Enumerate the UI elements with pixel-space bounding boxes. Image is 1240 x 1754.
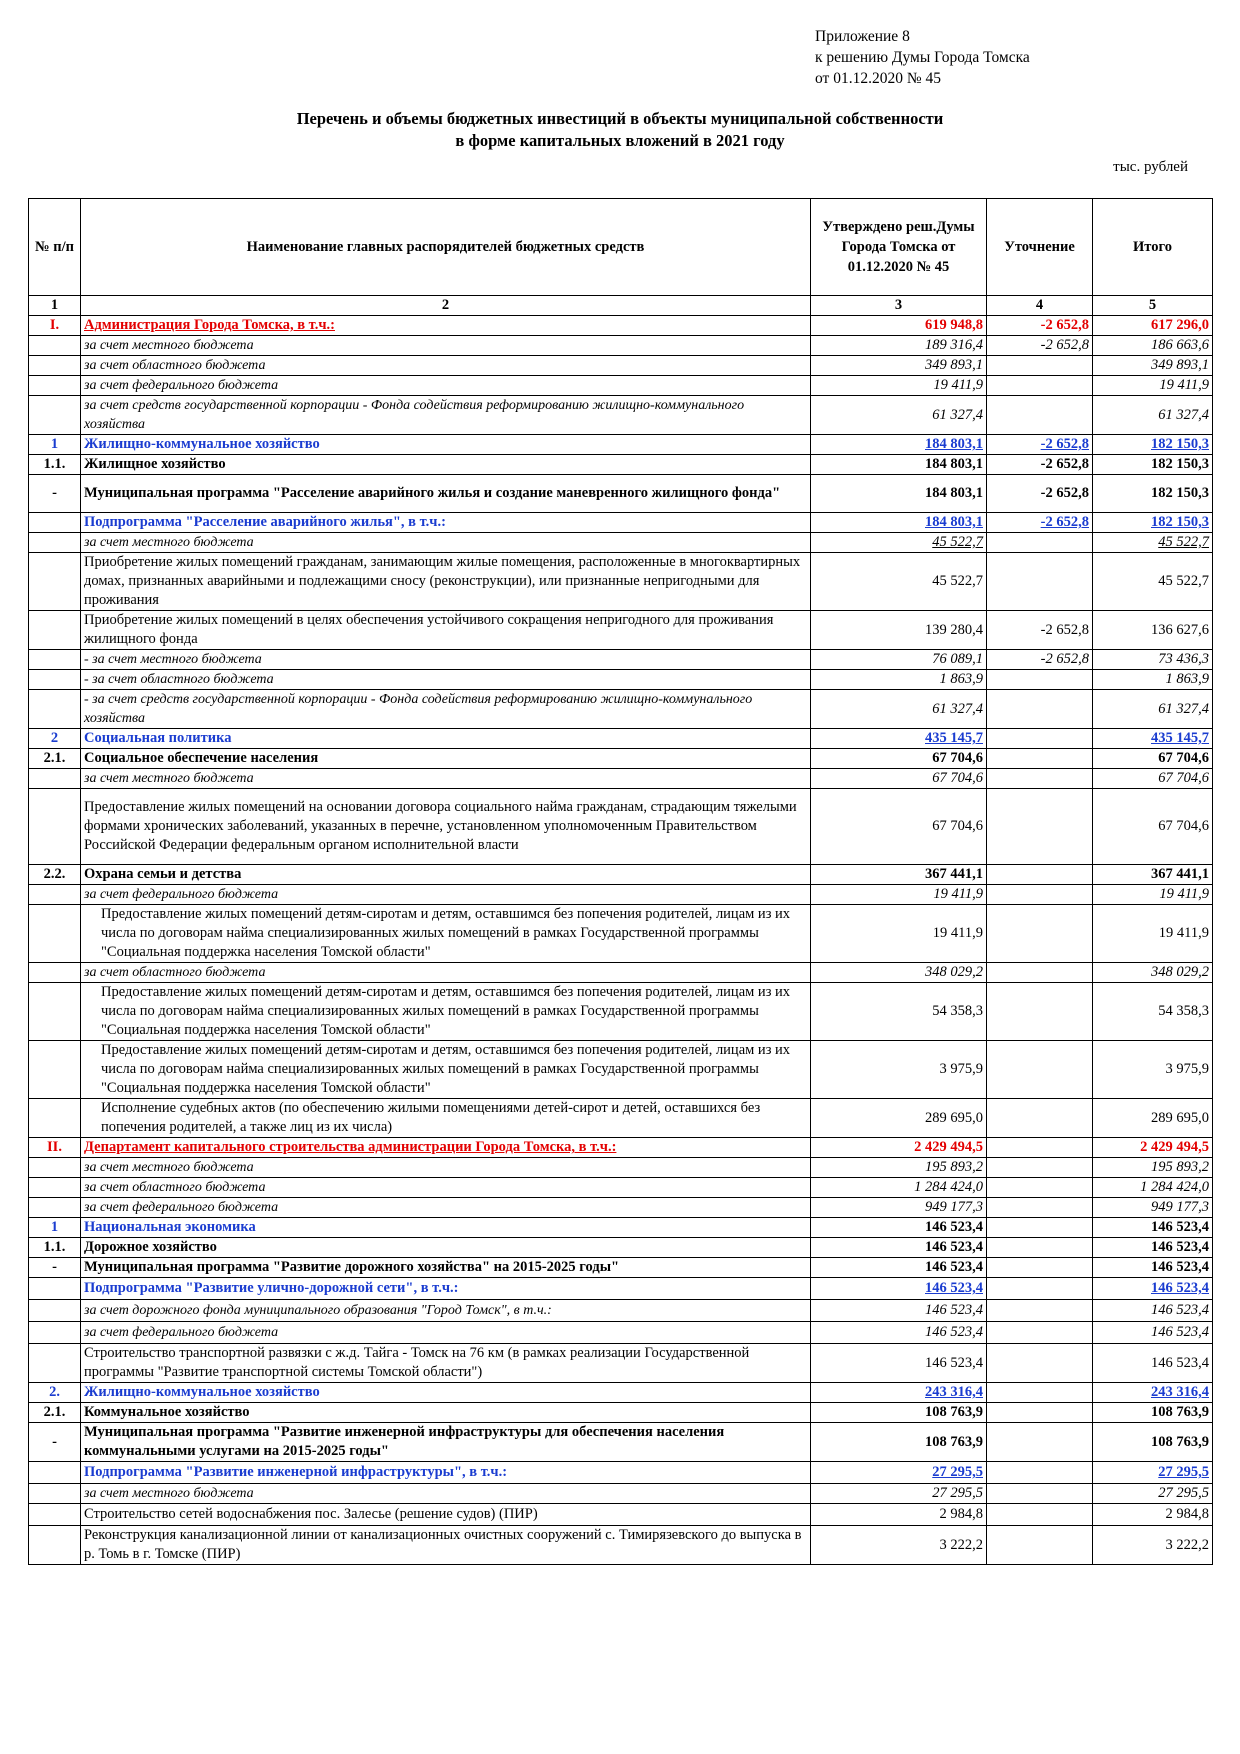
row-number	[29, 1484, 81, 1504]
table-row	[29, 376, 1213, 396]
row-name: Муниципальная программа "Развитие дорожного хозяйства" на 2015-2025 годы"	[81, 1258, 811, 1278]
table-row	[29, 1258, 1213, 1278]
row-approved-value: 108 763,9	[811, 1423, 987, 1462]
row-name: за счет дорожного фонда муниципального образования "Город Томск", в т.ч.:	[81, 1300, 811, 1322]
row-change-value	[987, 690, 1093, 729]
row-total-value: 289 695,0	[1093, 1099, 1213, 1138]
table-row	[29, 1178, 1213, 1198]
row-name: за счет местного бюджета	[81, 336, 811, 356]
row-total-value: 2 984,8	[1093, 1504, 1213, 1526]
row-name: за счет местного бюджета	[81, 533, 811, 553]
row-total-value: 3 975,9	[1093, 1041, 1213, 1099]
row-total-value: 195 893,2	[1093, 1158, 1213, 1178]
row-change-value: -2 652,8	[987, 513, 1093, 533]
row-number	[29, 1504, 81, 1526]
row-total-value: 54 358,3	[1093, 983, 1213, 1041]
row-approved-value: 27 295,5	[811, 1484, 987, 1504]
row-number: -	[29, 1258, 81, 1278]
table-header-row	[29, 199, 1213, 296]
row-approved-value: 146 523,4	[811, 1278, 987, 1300]
row-number	[29, 963, 81, 983]
column-number: 1	[29, 296, 81, 316]
table-row	[29, 789, 1213, 865]
column-number: 4	[987, 296, 1093, 316]
row-name: Приобретение жилых помещений гражданам, занимающим жилые помещения, расположенные в многоквартирных домах, признанных аварийными и подлежащими сносу (реконструкции), или признанные непригодными для проживания	[81, 553, 811, 611]
row-change-value: -2 652,8	[987, 316, 1093, 336]
row-name: Жилищное хозяйство	[81, 455, 811, 475]
table-row	[29, 1344, 1213, 1383]
row-approved-value: 289 695,0	[811, 1099, 987, 1138]
row-number	[29, 1462, 81, 1484]
row-name: - за счет средств государственной корпорации - Фонда содействия реформированию жилищно-коммунального хозяйства	[81, 690, 811, 729]
row-change-value	[987, 1322, 1093, 1344]
table-row	[29, 1278, 1213, 1300]
row-change-value	[987, 749, 1093, 769]
row-name: Национальная экономика	[81, 1218, 811, 1238]
row-approved-value: 2 429 494,5	[811, 1138, 987, 1158]
row-change-value	[987, 376, 1093, 396]
table-row	[29, 336, 1213, 356]
appendix-line-3: от 01.12.2020 № 45	[815, 70, 941, 87]
row-name: Подпрограмма "Развитие инженерной инфраструктуры", в т.ч.:	[81, 1462, 811, 1484]
row-name: за счет областного бюджета	[81, 356, 811, 376]
row-total-value: 1 284 424,0	[1093, 1178, 1213, 1198]
row-change-value	[987, 865, 1093, 885]
row-approved-value: 243 316,4	[811, 1383, 987, 1403]
row-total-value: 146 523,4	[1093, 1278, 1213, 1300]
row-total-value: 67 704,6	[1093, 789, 1213, 865]
appendix-note	[815, 26, 1030, 89]
row-name: Предоставление жилых помещений детям-сиротам и детям, оставшимся без попечения родителей, лицам из их числа по договорам найма специализированных жилых помещений в рамках Государственной программы "Социальная поддержка населения Томской области"	[81, 1041, 811, 1099]
row-name: за счет областного бюджета	[81, 963, 811, 983]
row-total-value: 146 523,4	[1093, 1300, 1213, 1322]
row-total-value: 182 150,3	[1093, 513, 1213, 533]
row-change-value	[987, 1278, 1093, 1300]
row-total-value: 182 150,3	[1093, 435, 1213, 455]
document-title	[80, 108, 1160, 152]
row-number: 1.1.	[29, 455, 81, 475]
row-change-value: -2 652,8	[987, 475, 1093, 513]
row-number	[29, 983, 81, 1041]
table-row	[29, 1198, 1213, 1218]
row-approved-value: 146 523,4	[811, 1322, 987, 1344]
row-change-value	[987, 729, 1093, 749]
row-change-value	[987, 1383, 1093, 1403]
row-total-value: 1 863,9	[1093, 670, 1213, 690]
row-name: Жилищно-коммунальное хозяйство	[81, 435, 811, 455]
row-total-value: 146 523,4	[1093, 1322, 1213, 1344]
table-row	[29, 963, 1213, 983]
row-total-value: 146 523,4	[1093, 1218, 1213, 1238]
table-row	[29, 1383, 1213, 1403]
row-change-value	[987, 1138, 1093, 1158]
row-approved-value: 435 145,7	[811, 729, 987, 749]
row-name: Муниципальная программа "Развитие инженерной инфраструктуры для обеспечения населения коммунальными услугами на 2015-2025 годы"	[81, 1423, 811, 1462]
table-row	[29, 396, 1213, 435]
table-row	[29, 1484, 1213, 1504]
row-name: Строительство транспортной развязки с ж.д. Тайга - Томск на 76 км (в рамках реализации Государственной программы "Развитие транспортной системы Томской области")	[81, 1344, 811, 1383]
row-total-value: 2 429 494,5	[1093, 1138, 1213, 1158]
row-number	[29, 356, 81, 376]
row-name: Предоставление жилых помещений на основании договора социального найма гражданам, страдающим тяжелыми формами хронических заболеваний, указанных в перечне, установленном уполномоченным Правительством Российской Федерации федеральным органом исполнительной власти	[81, 789, 811, 865]
row-total-value: 61 327,4	[1093, 396, 1213, 435]
row-approved-value: 61 327,4	[811, 396, 987, 435]
row-total-value: 27 295,5	[1093, 1462, 1213, 1484]
row-change-value	[987, 1218, 1093, 1238]
row-name: Приобретение жилых помещений в целях обеспечения устойчивого сокращения непригодного для проживания жилищного фонда	[81, 611, 811, 650]
column-number: 2	[81, 296, 811, 316]
row-name: Охрана семьи и детства	[81, 865, 811, 885]
row-total-value: 182 150,3	[1093, 475, 1213, 513]
row-change-value	[987, 670, 1093, 690]
row-total-value: 367 441,1	[1093, 865, 1213, 885]
column-number: 3	[811, 296, 987, 316]
row-approved-value: 139 280,4	[811, 611, 987, 650]
row-change-value	[987, 1423, 1093, 1462]
row-total-value: 19 411,9	[1093, 885, 1213, 905]
appendix-line-1: Приложение 8	[815, 28, 910, 45]
row-number	[29, 1158, 81, 1178]
table-row	[29, 650, 1213, 670]
row-name: за счет местного бюджета	[81, 769, 811, 789]
row-approved-value: 184 803,1	[811, 455, 987, 475]
row-total-value: 617 296,0	[1093, 316, 1213, 336]
row-approved-value: 45 522,7	[811, 533, 987, 553]
table-row	[29, 475, 1213, 513]
row-name: за счет федерального бюджета	[81, 376, 811, 396]
row-change-value	[987, 553, 1093, 611]
row-number	[29, 1041, 81, 1099]
row-approved-value: 146 523,4	[811, 1238, 987, 1258]
header-num: № п/п	[29, 199, 81, 296]
row-approved-value: 19 411,9	[811, 885, 987, 905]
row-total-value: 19 411,9	[1093, 905, 1213, 963]
row-change-value: -2 652,8	[987, 435, 1093, 455]
table-row	[29, 749, 1213, 769]
row-total-value: 45 522,7	[1093, 553, 1213, 611]
row-name: - за счет местного бюджета	[81, 650, 811, 670]
row-number	[29, 885, 81, 905]
row-change-value	[987, 1198, 1093, 1218]
column-number-row	[29, 296, 1213, 316]
table-row	[29, 1158, 1213, 1178]
row-number: 2	[29, 729, 81, 749]
row-total-value: 45 522,7	[1093, 533, 1213, 553]
row-total-value: 435 145,7	[1093, 729, 1213, 749]
table-row	[29, 356, 1213, 376]
row-approved-value: 1 284 424,0	[811, 1178, 987, 1198]
header-name: Наименование главных распорядителей бюджетных средств	[81, 199, 811, 296]
row-name: - за счет областного бюджета	[81, 670, 811, 690]
table-row	[29, 670, 1213, 690]
row-total-value: 108 763,9	[1093, 1423, 1213, 1462]
row-name: Администрация Города Томска, в т.ч.:	[81, 316, 811, 336]
table-row	[29, 769, 1213, 789]
row-number	[29, 533, 81, 553]
row-approved-value: 45 522,7	[811, 553, 987, 611]
row-name: Подпрограмма "Развитие улично-дорожной сети", в т.ч.:	[81, 1278, 811, 1300]
row-number	[29, 1278, 81, 1300]
row-approved-value: 184 803,1	[811, 435, 987, 455]
row-approved-value: 619 948,8	[811, 316, 987, 336]
row-number: -	[29, 475, 81, 513]
row-name: Жилищно-коммунальное хозяйство	[81, 1383, 811, 1403]
row-approved-value: 146 523,4	[811, 1300, 987, 1322]
table-row	[29, 865, 1213, 885]
row-number: II.	[29, 1138, 81, 1158]
units-label: тыс. рублей	[1113, 159, 1188, 175]
table-row	[29, 455, 1213, 475]
row-total-value: 182 150,3	[1093, 455, 1213, 475]
row-approved-value: 367 441,1	[811, 865, 987, 885]
row-number: 2.2.	[29, 865, 81, 885]
row-change-value	[987, 1238, 1093, 1258]
row-change-value	[987, 1258, 1093, 1278]
row-number: I.	[29, 316, 81, 336]
row-change-value	[987, 789, 1093, 865]
table-row	[29, 1504, 1213, 1526]
row-number	[29, 1099, 81, 1138]
row-total-value: 348 029,2	[1093, 963, 1213, 983]
row-name: Исполнение судебных актов (по обеспечению жилыми помещениями детей-сирот и детей, оставшихся без попечения родителей, а также лиц из их числа)	[81, 1099, 811, 1138]
row-number: 1.1.	[29, 1238, 81, 1258]
row-name: Коммунальное хозяйство	[81, 1403, 811, 1423]
row-change-value	[987, 885, 1093, 905]
row-change-value	[987, 356, 1093, 376]
row-name: Департамент капитального строительства администрации Города Томска, в т.ч.:	[81, 1138, 811, 1158]
row-number	[29, 670, 81, 690]
table-row	[29, 533, 1213, 553]
row-change-value: -2 652,8	[987, 455, 1093, 475]
row-name: за счет федерального бюджета	[81, 885, 811, 905]
row-number: 2.	[29, 1383, 81, 1403]
table-row	[29, 1138, 1213, 1158]
row-number: -	[29, 1423, 81, 1462]
row-name: Предоставление жилых помещений детям-сиротам и детям, оставшимся без попечения родителей, лицам из их числа по договорам найма специализированных жилых помещений в рамках Государственной программы "Социальная поддержка населения Томской области"	[81, 983, 811, 1041]
table-row	[29, 1462, 1213, 1484]
row-total-value: 349 893,1	[1093, 356, 1213, 376]
row-change-value: -2 652,8	[987, 336, 1093, 356]
row-number	[29, 690, 81, 729]
header-total: Итого	[1093, 199, 1213, 296]
budget-table	[28, 198, 1213, 1565]
table-row	[29, 1322, 1213, 1344]
row-total-value: 67 704,6	[1093, 769, 1213, 789]
table-row	[29, 316, 1213, 336]
row-name: за счет федерального бюджета	[81, 1322, 811, 1344]
row-total-value: 27 295,5	[1093, 1484, 1213, 1504]
row-number	[29, 1198, 81, 1218]
row-number	[29, 553, 81, 611]
row-total-value: 61 327,4	[1093, 690, 1213, 729]
row-approved-value: 2 984,8	[811, 1504, 987, 1526]
row-change-value	[987, 1403, 1093, 1423]
row-total-value: 949 177,3	[1093, 1198, 1213, 1218]
row-total-value: 19 411,9	[1093, 376, 1213, 396]
table-body	[29, 296, 1213, 1565]
row-approved-value: 27 295,5	[811, 1462, 987, 1484]
row-approved-value: 195 893,2	[811, 1158, 987, 1178]
row-approved-value: 67 704,6	[811, 769, 987, 789]
table-row	[29, 885, 1213, 905]
row-change-value	[987, 1178, 1093, 1198]
row-number	[29, 769, 81, 789]
row-number	[29, 789, 81, 865]
row-approved-value: 67 704,6	[811, 749, 987, 769]
row-number	[29, 1322, 81, 1344]
row-number	[29, 905, 81, 963]
table-row	[29, 690, 1213, 729]
row-name: Предоставление жилых помещений детям-сиротам и детям, оставшимся без попечения родителей, лицам из их числа по договорам найма специализированных жилых помещений в рамках Государственной программы "Социальная поддержка населения Томской области"	[81, 905, 811, 963]
row-name: за счет местного бюджета	[81, 1484, 811, 1504]
table-row	[29, 905, 1213, 963]
row-change-value	[987, 1041, 1093, 1099]
row-number	[29, 611, 81, 650]
row-approved-value: 19 411,9	[811, 376, 987, 396]
row-total-value: 67 704,6	[1093, 749, 1213, 769]
table-row	[29, 553, 1213, 611]
row-name: Строительство сетей водоснабжения пос. Залесье (решение судов) (ПИР)	[81, 1504, 811, 1526]
row-number	[29, 336, 81, 356]
row-approved-value: 146 523,4	[811, 1344, 987, 1383]
row-approved-value: 108 763,9	[811, 1403, 987, 1423]
row-approved-value: 61 327,4	[811, 690, 987, 729]
row-approved-value: 189 316,4	[811, 336, 987, 356]
table-row	[29, 1218, 1213, 1238]
row-number	[29, 513, 81, 533]
table-row	[29, 1099, 1213, 1138]
row-approved-value: 19 411,9	[811, 905, 987, 963]
row-total-value: 146 523,4	[1093, 1258, 1213, 1278]
header-approved: Утверждено реш.Думы Города Томска от 01.12.2020 № 45	[811, 199, 987, 296]
row-approved-value: 184 803,1	[811, 475, 987, 513]
table-row	[29, 1041, 1213, 1099]
table-row	[29, 435, 1213, 455]
row-number	[29, 396, 81, 435]
row-name: Реконструкция канализационной линии от канализационных очистных сооружений с. Тимирязевского до выпуска в р. Томь в г. Томске (ПИР)	[81, 1526, 811, 1565]
row-approved-value: 146 523,4	[811, 1218, 987, 1238]
row-change-value	[987, 1099, 1093, 1138]
table-row	[29, 1423, 1213, 1462]
table-row	[29, 611, 1213, 650]
row-number: 2.1.	[29, 749, 81, 769]
table-row	[29, 1300, 1213, 1322]
row-total-value: 108 763,9	[1093, 1403, 1213, 1423]
row-approved-value: 3 222,2	[811, 1526, 987, 1565]
row-change-value	[987, 963, 1093, 983]
table-row	[29, 983, 1213, 1041]
row-approved-value: 949 177,3	[811, 1198, 987, 1218]
title-line-1: Перечень и объемы бюджетных инвестиций в объекты муниципальной собственности	[296, 109, 944, 128]
row-approved-value: 54 358,3	[811, 983, 987, 1041]
row-name: за счет местного бюджета	[81, 1158, 811, 1178]
row-number: 1	[29, 1218, 81, 1238]
appendix-line-2: к решению Думы Города Томска	[815, 49, 1030, 66]
row-name: Муниципальная программа "Расселение аварийного жилья и создание маневренного жилищного фонда"	[81, 475, 811, 513]
table-row	[29, 1403, 1213, 1423]
row-change-value: -2 652,8	[987, 650, 1093, 670]
row-name: за счет областного бюджета	[81, 1178, 811, 1198]
row-change-value	[987, 396, 1093, 435]
row-change-value	[987, 1526, 1093, 1565]
row-name: за счет средств государственной корпорации - Фонда содействия реформированию жилищно-коммунального хозяйства	[81, 396, 811, 435]
row-approved-value: 349 893,1	[811, 356, 987, 376]
row-change-value	[987, 905, 1093, 963]
row-name: Социальное обеспечение населения	[81, 749, 811, 769]
table-row	[29, 1526, 1213, 1565]
row-number	[29, 650, 81, 670]
row-total-value: 186 663,6	[1093, 336, 1213, 356]
row-approved-value: 184 803,1	[811, 513, 987, 533]
row-number	[29, 1300, 81, 1322]
table-row	[29, 1238, 1213, 1258]
row-number	[29, 1526, 81, 1565]
row-change-value	[987, 983, 1093, 1041]
row-number	[29, 1178, 81, 1198]
row-change-value	[987, 533, 1093, 553]
row-change-value: -2 652,8	[987, 611, 1093, 650]
title-line-2: в форме капитальных вложений в 2021 году	[455, 131, 785, 150]
row-total-value: 146 523,4	[1093, 1238, 1213, 1258]
row-approved-value: 1 863,9	[811, 670, 987, 690]
row-approved-value: 3 975,9	[811, 1041, 987, 1099]
row-number	[29, 1344, 81, 1383]
row-number: 2.1.	[29, 1403, 81, 1423]
row-approved-value: 67 704,6	[811, 789, 987, 865]
header-change: Уточнение	[987, 199, 1093, 296]
row-total-value: 3 222,2	[1093, 1526, 1213, 1565]
row-change-value	[987, 769, 1093, 789]
row-total-value: 146 523,4	[1093, 1344, 1213, 1383]
row-total-value: 243 316,4	[1093, 1383, 1213, 1403]
row-change-value	[987, 1158, 1093, 1178]
row-change-value	[987, 1484, 1093, 1504]
row-approved-value: 76 089,1	[811, 650, 987, 670]
row-change-value	[987, 1300, 1093, 1322]
row-total-value: 136 627,6	[1093, 611, 1213, 650]
row-name: за счет федерального бюджета	[81, 1198, 811, 1218]
column-number: 5	[1093, 296, 1213, 316]
row-approved-value: 348 029,2	[811, 963, 987, 983]
row-name: Дорожное хозяйство	[81, 1238, 811, 1258]
row-change-value	[987, 1462, 1093, 1484]
table-row	[29, 513, 1213, 533]
row-approved-value: 146 523,4	[811, 1258, 987, 1278]
row-total-value: 73 436,3	[1093, 650, 1213, 670]
row-number: 1	[29, 435, 81, 455]
row-change-value	[987, 1504, 1093, 1526]
table-row	[29, 729, 1213, 749]
row-change-value	[987, 1344, 1093, 1383]
row-name: Подпрограмма "Расселение аварийного жилья", в т.ч.:	[81, 513, 811, 533]
row-name: Социальная политика	[81, 729, 811, 749]
row-number	[29, 376, 81, 396]
